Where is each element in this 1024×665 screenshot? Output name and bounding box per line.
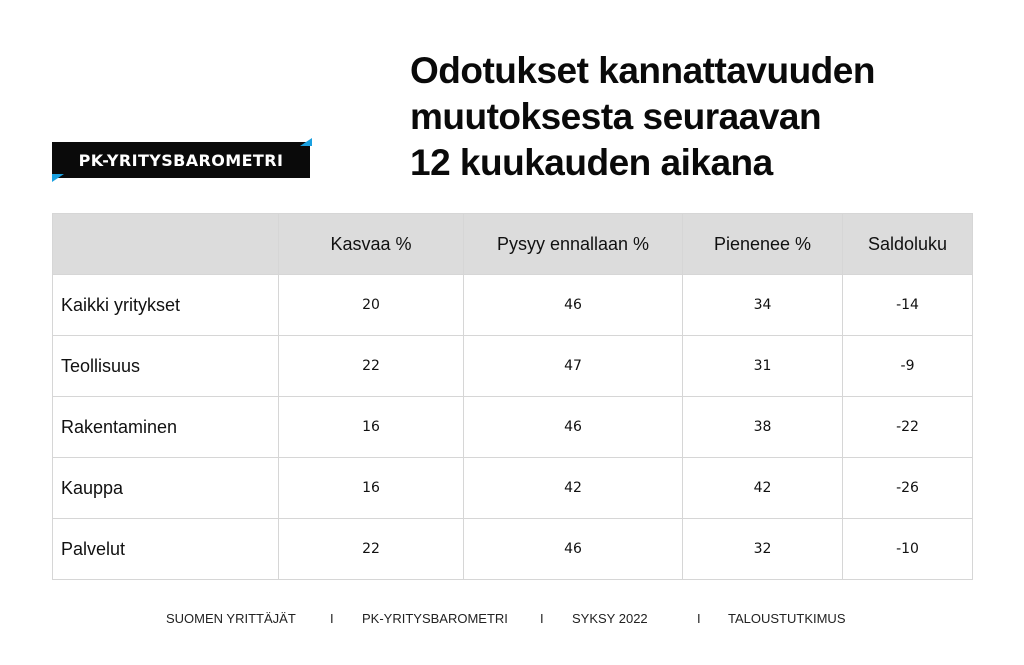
logo-box [52,142,310,178]
table-row [53,458,973,519]
table-row [53,397,973,458]
row-label: Palvelut [53,519,279,580]
cell-kasvaa: 16 [279,458,464,519]
cell-pienenee: 31 [683,336,843,397]
logo-accent-triangle-bottom [52,174,64,182]
cell-pysyy: 46 [464,397,683,458]
header-pienenee: Pienenee % [683,214,843,275]
cell-pysyy: 47 [464,336,683,397]
footer-organization: SUOMEN YRITTÄJÄT [166,611,296,626]
page-title [410,48,990,186]
cell-saldoluku: -26 [843,458,973,519]
expectations-table [52,213,973,580]
cell-pysyy: 42 [464,458,683,519]
footer-department: TALOUSTUTKIMUS [728,611,846,626]
header-empty [53,214,279,275]
title-line: Odotukset kannattavuuden [410,50,875,91]
title-line: 12 kuukauden aikana [410,142,773,183]
cell-saldoluku: -10 [843,519,973,580]
row-label: Rakentaminen [53,397,279,458]
cell-pienenee: 42 [683,458,843,519]
cell-saldoluku: -9 [843,336,973,397]
row-label: Teollisuus [53,336,279,397]
footer-separator: I [697,611,701,626]
cell-saldoluku: -14 [843,275,973,336]
cell-kasvaa: 16 [279,397,464,458]
cell-pysyy: 46 [464,519,683,580]
pk-yritysbarometri-logo [52,138,314,184]
row-label: Kauppa [53,458,279,519]
header-pysyy-ennallaan: Pysyy ennallaan % [464,214,683,275]
header-saldoluku: Saldoluku [843,214,973,275]
logo-text: PK-YRITYSBAROMETRI [78,150,284,170]
cell-kasvaa: 22 [279,519,464,580]
logo-accent-triangle-top [300,138,312,146]
footer-separator: I [540,611,544,626]
title-line: muutoksesta seuraavan [410,96,822,137]
table-row [53,336,973,397]
table-header-row [53,214,973,275]
header-kasvaa: Kasvaa % [279,214,464,275]
footer-separator: I [330,611,334,626]
cell-pienenee: 38 [683,397,843,458]
cell-pienenee: 32 [683,519,843,580]
row-label: Kaikki yritykset [53,275,279,336]
cell-pysyy: 46 [464,275,683,336]
cell-pienenee: 34 [683,275,843,336]
table-row [53,275,973,336]
footer-publication: PK-YRITYSBAROMETRI [362,611,508,626]
cell-kasvaa: 22 [279,336,464,397]
cell-kasvaa: 20 [279,275,464,336]
cell-saldoluku: -22 [843,397,973,458]
footer-season: SYKSY 2022 [572,611,648,626]
table-row [53,519,973,580]
